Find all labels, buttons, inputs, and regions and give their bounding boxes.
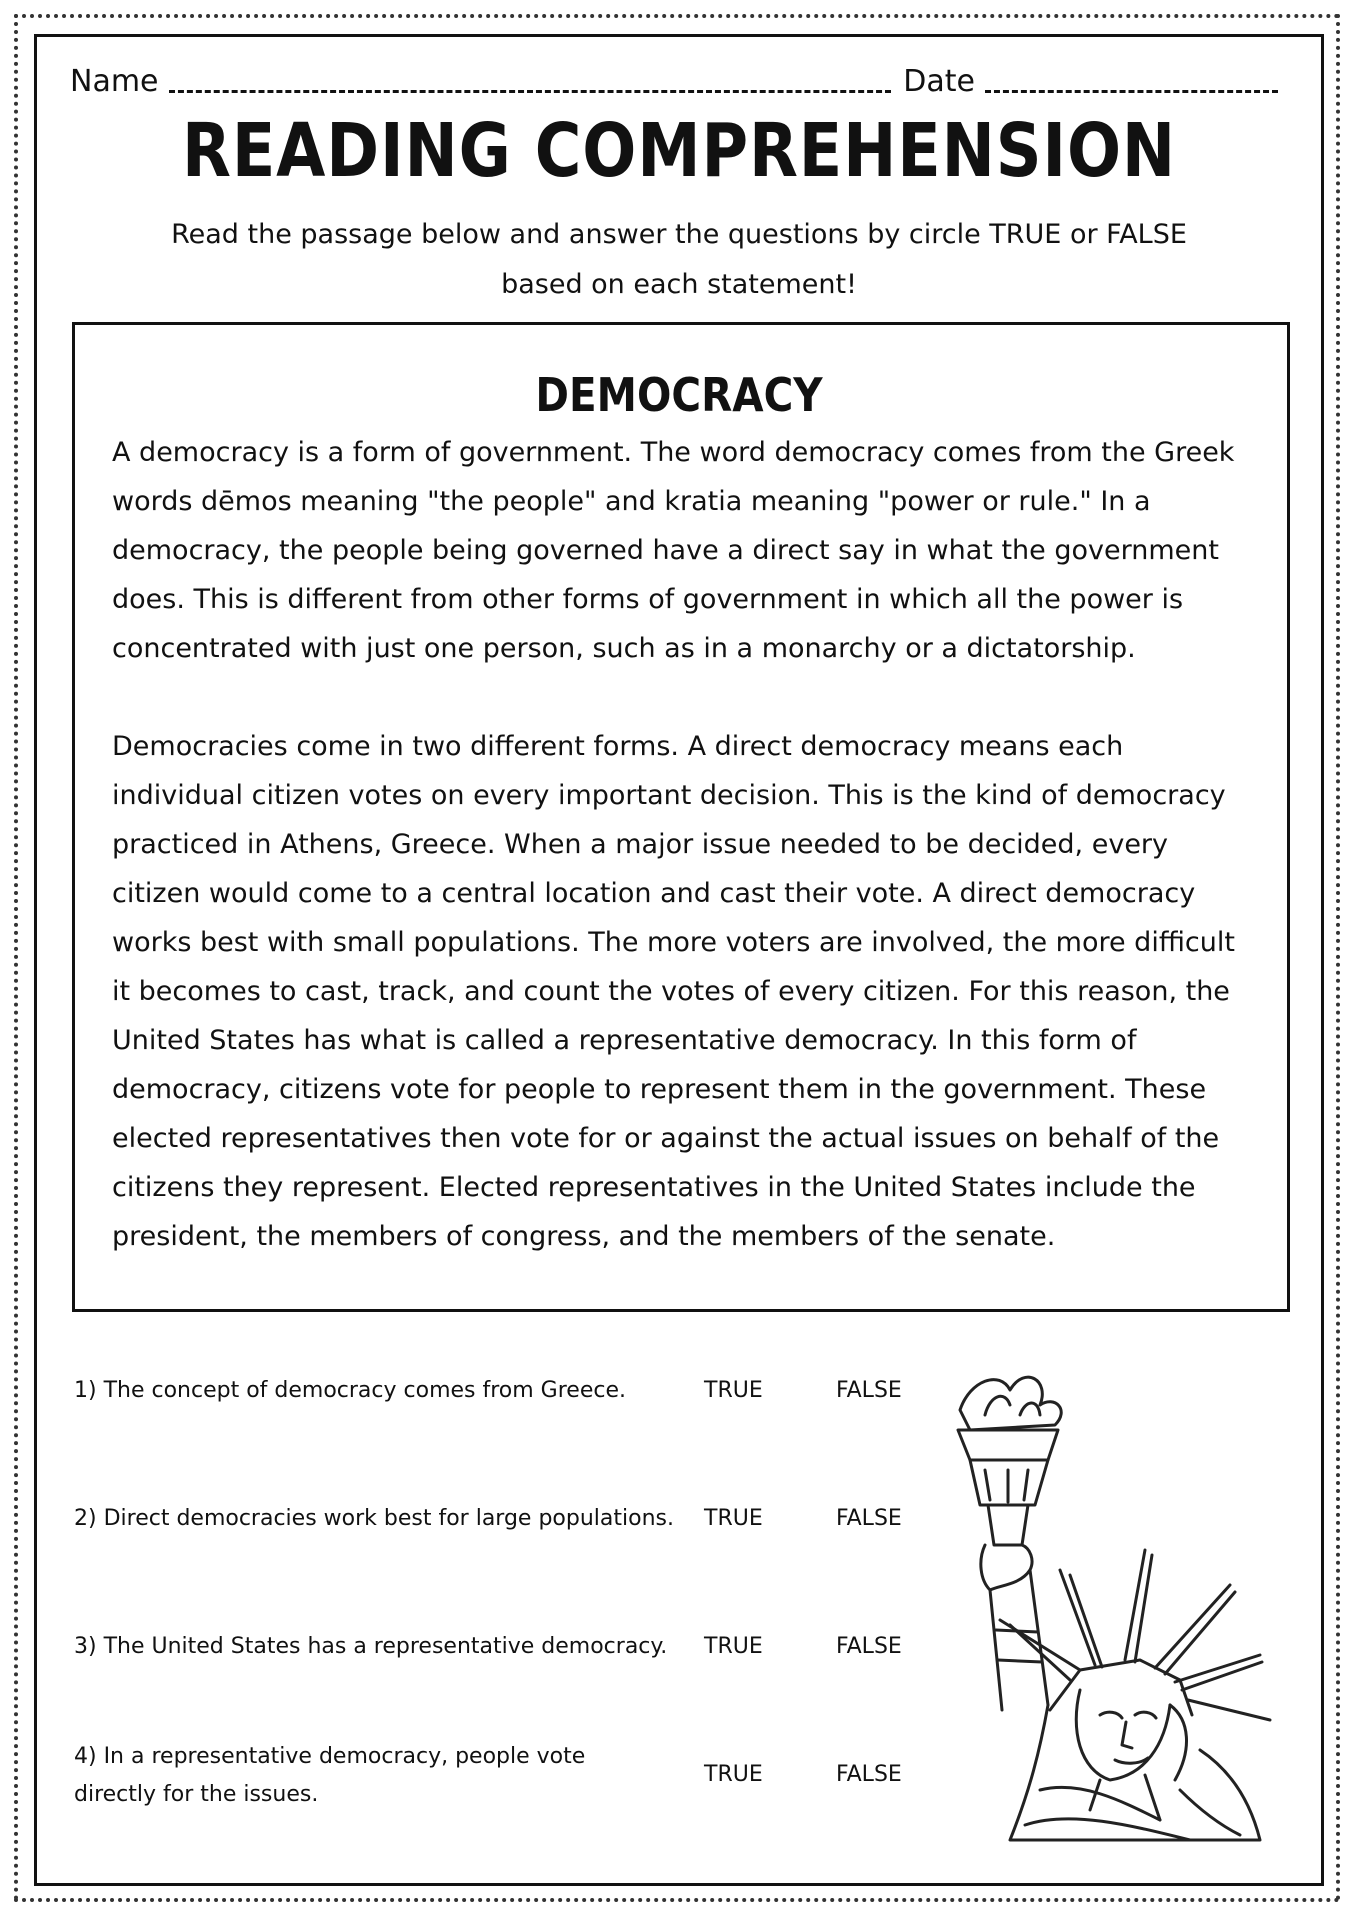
name-label: Name — [70, 64, 159, 99]
passage-paragraph-1: A democracy is a form of government. The word democracy comes from the Greek words dēmos meaning "the people" and kratia meaning "power or rule." In a democracy, the people being governed have a direct say in what the government does. This is different from other forms of government in which all the power is concentrated with just one person, such as in a monarchy or a dictatorship. — [112, 437, 1235, 664]
date-field[interactable] — [985, 64, 1278, 93]
true-option[interactable]: TRUE — [704, 1378, 763, 1403]
false-option[interactable]: FALSE — [836, 1378, 902, 1403]
false-option[interactable]: FALSE — [836, 1762, 902, 1787]
false-option[interactable]: FALSE — [836, 1634, 902, 1659]
true-option[interactable]: TRUE — [704, 1634, 763, 1659]
name-field[interactable] — [169, 64, 892, 93]
question-text: 4) In a representative democracy, people vote directly for the issues. — [74, 1744, 586, 1807]
question-text: 3) The United States has a representative democracy. — [74, 1634, 668, 1659]
passage-title: DEMOCRACY — [535, 368, 823, 422]
instructions-line-1: Read the passage below and answer the questions by circle TRUE or FALSE — [171, 219, 1187, 250]
false-option[interactable]: FALSE — [836, 1506, 902, 1531]
instructions — [0, 210, 1358, 310]
question-text: 1) The concept of democracy comes from Greece. — [74, 1378, 626, 1403]
true-option[interactable]: TRUE — [704, 1506, 763, 1531]
date-label: Date — [903, 64, 975, 99]
passage-paragraph-2: Democracies come in two different forms. A direct democracy means each individual citizen votes on every important decision. This is the kind of democracy practiced in Athens, Greece. When a major issue needed to be decided, every citizen would come to a central location and cast their vote. A direct democracy works best with small populations. The more voters are involved, the more difficult it becomes to cast, track, and count the votes of every citizen. For this reason, the United States has what is called a representative democracy. In this form of democracy, citizens vote for people to represent them in the government. These elected representatives then vote for or against the actual issues on behalf of the citizens they represent. Elected representatives in the United States include the president, the members of congress, and the members of the senate. — [112, 731, 1235, 1252]
question-text: 2) Direct democracies work best for large populations. — [74, 1506, 674, 1531]
true-option[interactable]: TRUE — [704, 1762, 763, 1787]
instructions-line-2: based on each statement! — [501, 269, 857, 300]
header-line — [70, 64, 1290, 99]
statue-of-liberty-icon — [930, 1370, 1300, 1860]
worksheet-title: READING COMPREHENSION — [181, 108, 1177, 194]
